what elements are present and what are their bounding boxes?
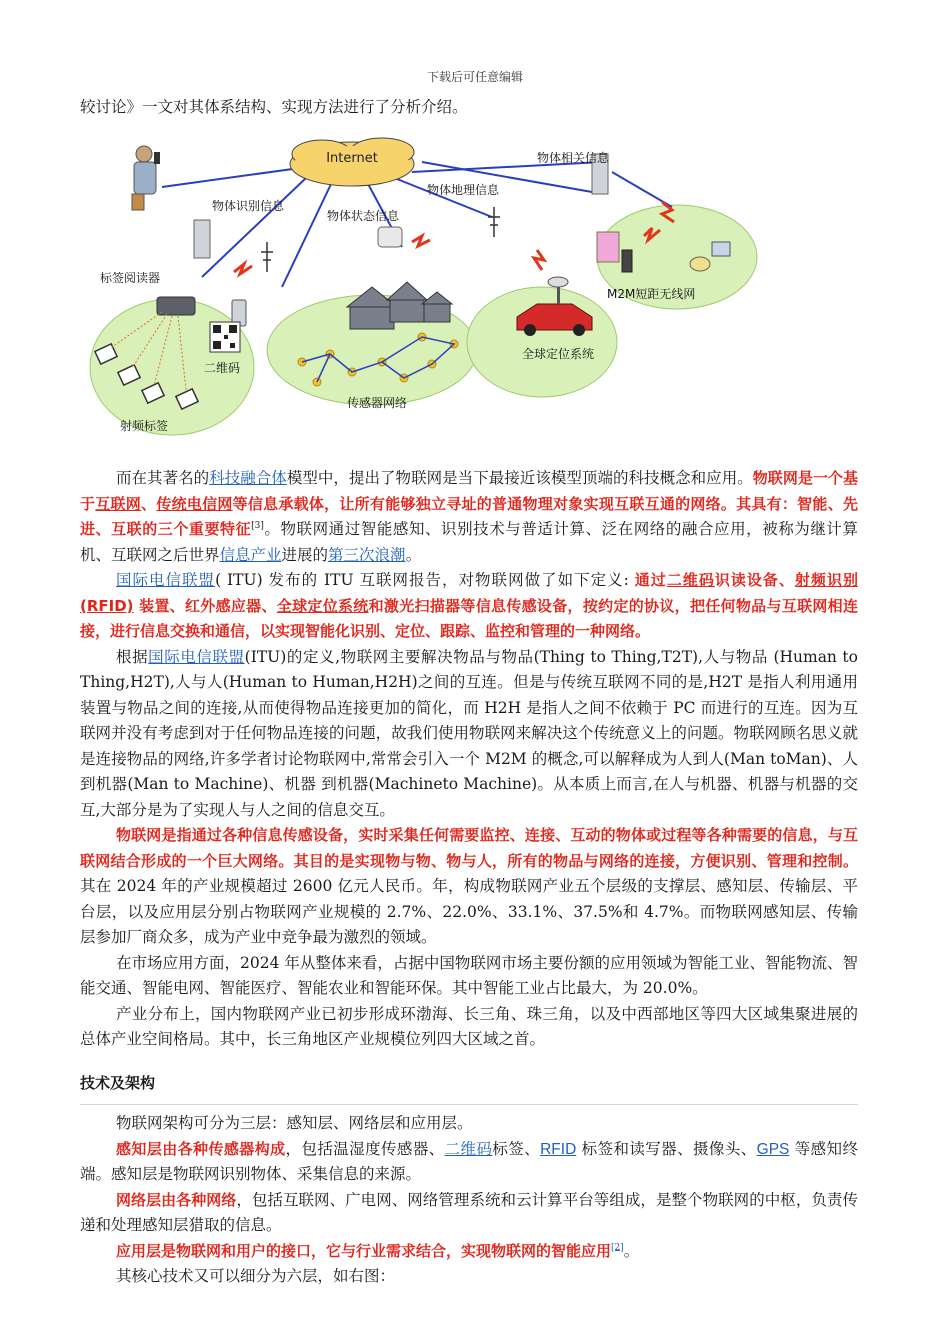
- label-obj-geo: 物体地理信息: [427, 183, 500, 197]
- internet-cloud: [290, 138, 414, 186]
- section-para-1: 物联网架构可分为三层：感知层、网络层和应用层。: [116, 1114, 473, 1132]
- section-para-2: 感知层由各种传感器构成，包括温湿度传感器、二维码标签、RFID 标签和读写器、摄像头、GPS 等感知终端。感知层是物联网识别物体、采集信息的来源。: [80, 1139, 858, 1183]
- article-body: [80, 466, 858, 1290]
- label-obj-id: 物体识别信息: [212, 199, 285, 213]
- paragraph-1: 而在其著名的科技融合体模型中，提出了物联网是当下最接近该模型顶端的科技概念和应用。物联网是一个基于互联网、传统电信网等信息承载体，让所有能够独立寻址的普通物理对象实现互联互通的网络。其具有：智能、先进、互联的三个重要特征[3]。物联网通过智能感知、识别技术与普适计算、泛在网络的融合应用，被称为继计算机、互联网之后世界信息产业进展的第三次浪潮。: [80, 469, 858, 564]
- page-header: 下载后可任意编辑: [426, 70, 523, 84]
- link-itu[interactable]: 国际电信联盟: [116, 571, 216, 589]
- link-internet[interactable]: 互联网: [95, 494, 142, 513]
- antenna-icon-center: [488, 207, 500, 237]
- signal-bolt-2: [412, 236, 430, 246]
- paragraph-6: 产业分布上，国内物联网产业已初步形成环渤海、长三角、珠三角，以及中西部地区等四大区域集聚进展的总体产业空间格局。其中，长三角地区产业规模位列四大区域之首。: [80, 1004, 858, 1048]
- antenna-icon-left: [261, 242, 273, 272]
- link-info-industry[interactable]: 信息产业: [219, 545, 282, 564]
- link-itu-2[interactable]: 国际电信联盟: [148, 647, 245, 666]
- link-gps-system[interactable]: 全球定位系统: [276, 596, 369, 615]
- section-heading: 技术及架构: [80, 1073, 156, 1092]
- link-third-wave[interactable]: 第三次浪潮: [328, 545, 406, 564]
- tag-reader-device: [157, 297, 195, 315]
- label-obj-related: 物体相关信息: [537, 151, 610, 165]
- m2m-device-icon: [712, 242, 730, 256]
- server-icon-left: [194, 220, 210, 258]
- iot-network-diagram: [82, 132, 772, 444]
- label-gps: 全球定位系统: [522, 347, 595, 361]
- section-divider: [80, 1104, 858, 1105]
- label-rfid-tag: 射频标签: [120, 419, 169, 433]
- m2m-house-icon: [597, 232, 619, 262]
- section-para-5: 其核心技术又可以细分为六层，如右图：: [116, 1267, 396, 1285]
- m2m-phone-icon: [622, 250, 632, 272]
- link-tech-fusion[interactable]: 科技融合体: [209, 469, 287, 487]
- internet-label: Internet: [326, 151, 378, 166]
- state-sensor-icon: [378, 227, 402, 247]
- label-tag-reader: 标签阅读器: [100, 271, 161, 285]
- houses-icon: [347, 282, 452, 329]
- m2m-lamp-icon: [690, 257, 710, 271]
- paragraph-4: 物联网是指通过各种信息传感设备，实时采集任何需要监控、连接、互动的物体或过程等各种需要的信息，与互联网结合形成的一个巨大网络。其目的是实现物与物、物与人，所有的物品与网络的连接，方便识别、管理和控制。其在 2024 年的产业规模超过 2600 亿元人民币。年，构成物联网产业五个层级的支撑层、感知层、传输层、平台层，以及应用层分别占物联网产业规模的 2.7%、22.0%、33.1%、37.5%和 4.7%。而物联网感知层、传输层参加厂商众多，成为产业中竞争最为激烈的领域。: [80, 826, 858, 946]
- link-qrcode-2[interactable]: 二维码: [444, 1139, 493, 1158]
- paragraph-2: 国际电信联盟( ITU) 发布的 ITU 互联网报告，对物联网做了如下定义: 通过二维码识读设备、射频识别(RFID) 装置、红外感应器、全球定位系统和激光扫描器等信息传感设备，按约定的协议，把任何物品与互联网相连接，进行信息交换和通信，以实现智能化识别、定位、跟踪、监控和管理的一种网络。: [80, 571, 858, 640]
- section-para-4: 应用层是物联网和用户的接口，它与行业需求结合，实现物联网的智能应用[2]。: [116, 1241, 640, 1260]
- citation-3[interactable]: [3]: [251, 520, 264, 531]
- paragraph-5: 在市场应用方面，2024 年从整体来看，占据中国物联网市场主要份额的应用领域为智能工业、智能物流、智能交通、智能电网、智能医疗、智能农业和智能环保。其中智能工业占比最大，为 20.0%。: [80, 953, 858, 997]
- link-rfid[interactable]: 射频识别(RFID): [80, 571, 858, 615]
- link-telecom[interactable]: 传统电信网: [156, 494, 233, 513]
- label-sensor-net: 传感器网络: [347, 396, 408, 410]
- person-icon: [132, 146, 160, 210]
- link-gps[interactable]: GPS: [756, 1140, 790, 1158]
- label-obj-state: 物体状态信息: [327, 209, 400, 223]
- paragraph-3: 根据国际电信联盟(ITU)的定义,物联网主要解决物品与物品(Thing to Thing,T2T),人与物品 (Human to Thing,H2T),人与人(Human to Human,H2H)之间的互连。但是与传统互联网不同的是,H2T 是指人利用通用装置与物品之间的连接,从而使得物品连接更加的简化，而 H2H 是指人之间不依赖于 PC 而进行的互连。因为互联网并没有考虑到对于任何物品连接的问题，故我们使用物联网来解决这个传统意义上的问题。物联网顾名思义就是连接物品的网络,许多学者讨论物联网中,常常会引入一个 M2M 的概念,可以解释成为人到人(Man toMan)、人到机器(Man to Machine)、机器 到机器(Machineto Machine)。从本质上而言,在人与机器、机器与机器的交互,大部分是为了实现人与人之间的信息交互。: [80, 647, 858, 819]
- label-m2m: M2M短距无线网: [607, 287, 696, 301]
- label-qr: 二维码: [204, 361, 241, 375]
- link-rfid-2[interactable]: RFID: [540, 1140, 577, 1158]
- section-para-3: 网络层由各种网络，包括互联网、广电网、网络管理系统和云计算平台等组成，是整个物联网的中枢，负责传递和处理感知层猎取的信息。: [80, 1190, 858, 1234]
- signal-bolt-3: [534, 250, 544, 270]
- intro-line: 较讨论》一文对其体系结构、实现方法进行了分析介绍。: [80, 98, 468, 116]
- link-qrcode[interactable]: 二维码: [666, 571, 715, 589]
- citation-2[interactable]: [2]: [611, 1242, 624, 1253]
- qr-code-icon: [210, 322, 240, 352]
- signal-bolt-1: [234, 264, 252, 274]
